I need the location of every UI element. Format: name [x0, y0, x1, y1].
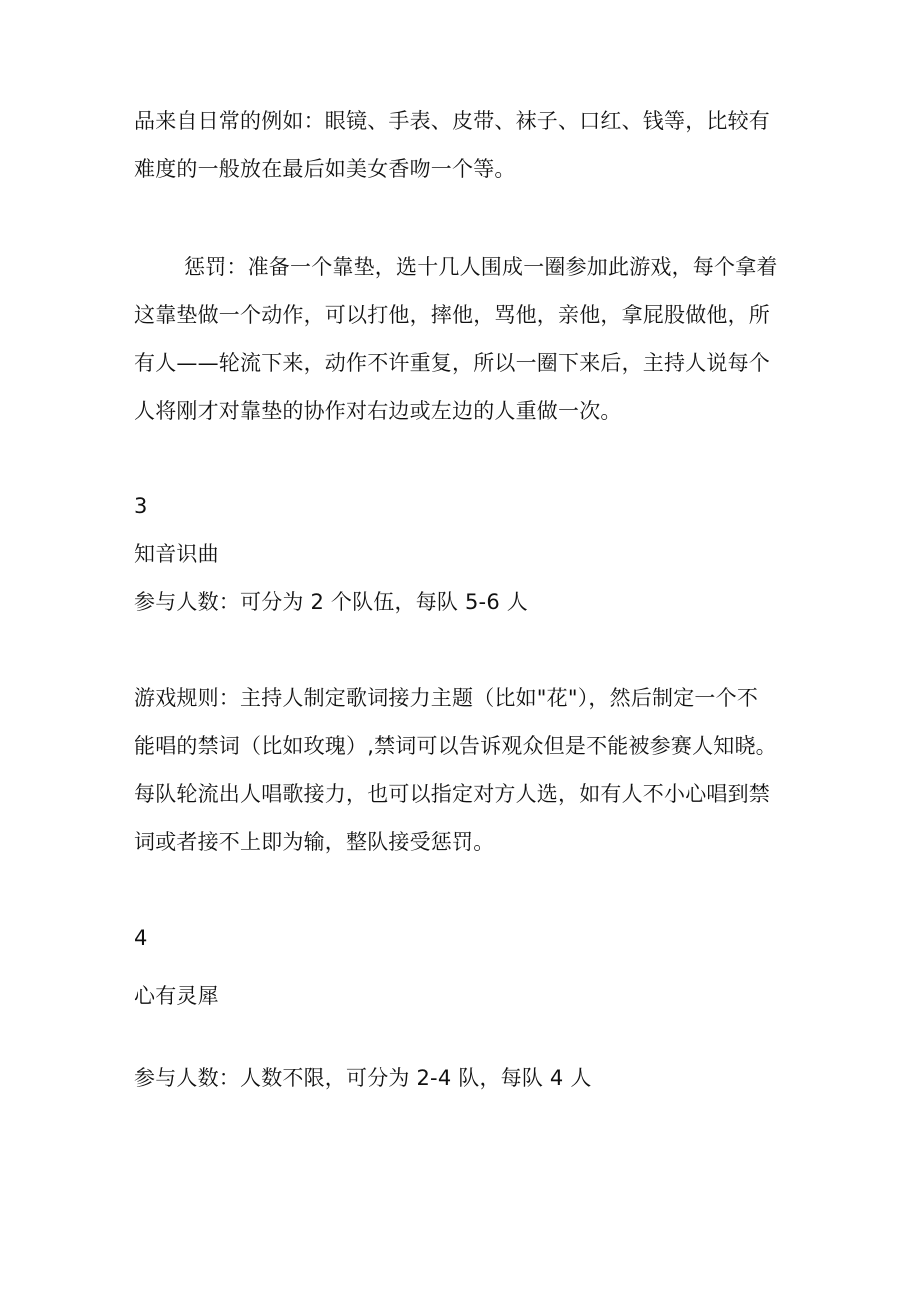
section-number: 4	[134, 926, 148, 950]
participants-line: 参与人数：人数不限，可分为 2-4 队，每队 4 人	[134, 1066, 592, 1090]
section-number: 3	[134, 494, 148, 518]
text-line: 惩罚：准备一个靠垫，选十几人围成一圈参加此游戏，每个拿着	[184, 255, 778, 279]
text-line: 人将刚才对靠垫的协作对右边或左边的人重做一次。	[134, 399, 622, 423]
text-line: 游戏规则：主持人制定歌词接力主题（比如"花"），然后制定一个不	[134, 686, 759, 710]
participants-line: 参与人数：可分为 2 个队伍，每队 5-6 人	[134, 590, 528, 614]
section-title: 心有灵犀	[134, 984, 219, 1008]
text-line: 能唱的禁词（比如玫瑰）,禁词可以告诉观众但是不能被参赛人知晓。	[134, 734, 777, 758]
text-line: 每队轮流出人唱歌接力，也可以指定对方人选，如有人不小心唱到禁	[134, 782, 770, 806]
text-line: 品来自日常的例如：眼镜、手表、皮带、袜子、口红、钱等，比较有	[134, 109, 770, 133]
text-line: 有人——轮流下来，动作不许重复，所以一圈下来后，主持人说每个	[134, 351, 770, 375]
text-line: 这靠垫做一个动作，可以打他，摔他，骂他，亲他，拿屁股做他，所	[134, 303, 770, 327]
section-title: 知音识曲	[134, 542, 219, 566]
text-line: 难度的一般放在最后如美女香吻一个等。	[134, 157, 516, 181]
text-line: 词或者接不上即为输，整队接受惩罚。	[134, 830, 495, 854]
